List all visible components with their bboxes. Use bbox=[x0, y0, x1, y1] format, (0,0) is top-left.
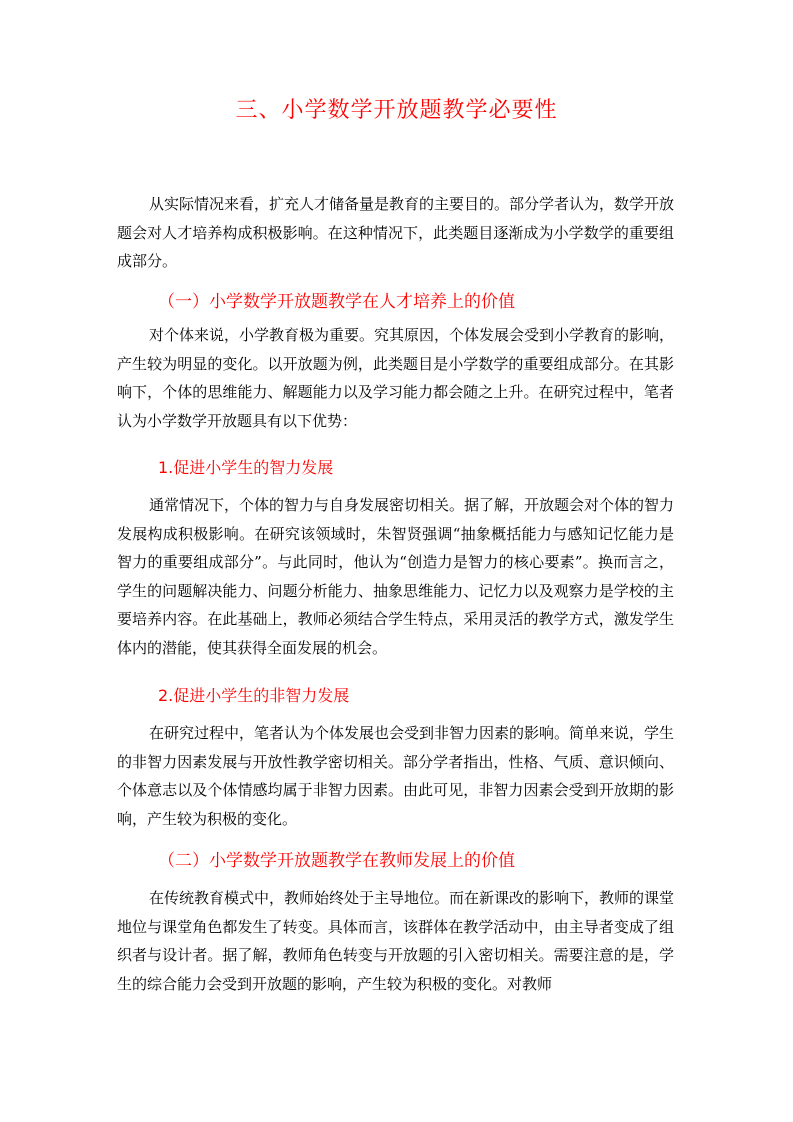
page-title: 三、小学数学开放题教学必要性 bbox=[235, 98, 558, 123]
section-1-paragraph: 对个体来说，小学教育极为重要。究其原因，个体发展会受到小学教育的影响，产生较为明显的变化。以开放题为例，此类题目是小学数学的重要组成部分。在其影响下，个体的思维能力、解题能力以及学习能力都会随之上升。在研究过程中，笔者认为小学数学开放题具有以下优势： bbox=[117, 326, 675, 430]
section-2-heading: （二）小学数学开放题教学在教师发展上的价值 bbox=[158, 851, 515, 871]
intro-paragraph: 从实际情况来看，扩充人才储备量是教育的主要目的。部分学者认为，数学开放题会对人才培养构成积极影响。在这种情况下，此类题目逐渐成为小学数学的重要组成部分。 bbox=[117, 195, 675, 270]
subsection-2-paragraph: 在研究过程中，笔者认为个体发展也会受到非智力因素的影响。简单来说，学生的非智力因素发展与开放性教学密切相关。部分学者指出，性格、气质、意识倾向、个体意志以及个体情感均属于非智力因素。由此可见，非智力因素会受到开放期的影响，产生较为积极的变化。 bbox=[117, 724, 675, 828]
subsection-1-heading: 1.促进小学生的智力发展 bbox=[158, 458, 334, 477]
section-2-paragraph: 在传统教育模式中，教师始终处于主导地位。而在新课改的影响下，教师的课堂地位与课堂角色都发生了转变。具体而言，该群体在教学活动中，由主导者变成了组织者与设计者。据了解，教师角色转变与开放题的引入密切相关。需要注意的是，学生的综合能力会受到开放题的影响，产生较为积极的变化。对教师 bbox=[117, 889, 675, 993]
subsection-1-paragraph: 通常情况下，个体的智力与自身发展密切相关。据了解，开放题会对个体的智力发展构成积极影响。在研究该领域时，朱智贤强调“抽象概括能力与感知记忆能力是智力的重要组成部分”。与此同时，他认为“创造力是智力的核心要素”。换而言之，学生的问题解决能力、问题分析能力、抽象思维能力、记忆力以及观察力是学校的主要培养内容。在此基础上，教师必须结合学生特点，采用灵活的教学方式，激发学生体内的潜能，使其获得全面发展的机会。 bbox=[117, 496, 675, 657]
subsection-2-heading: 2.促进小学生的非智力发展 bbox=[158, 686, 350, 705]
section-1-heading: （一）小学数学开放题教学在人才培养上的价值 bbox=[158, 292, 515, 312]
